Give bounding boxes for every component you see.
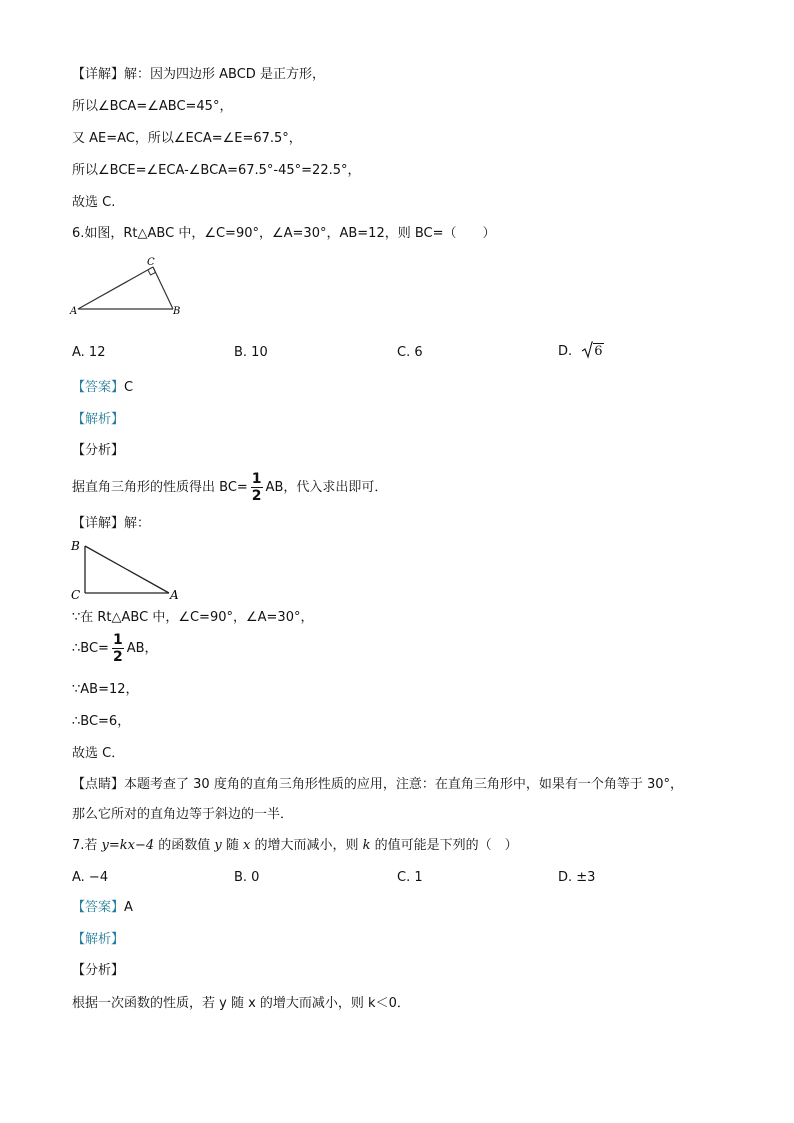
solution-step: ∵在 Rt△ABC 中，∠C=90°，∠A=30°，: [72, 610, 314, 625]
prev-step-line: 所以∠BCA=∠ABC=45°，: [72, 99, 233, 114]
question-6-figure: [68, 252, 188, 318]
option-d: [558, 341, 604, 361]
sqrt-radicand: 6: [594, 344, 603, 359]
comment-line: 那么它所对的直角边等于斜边的一半．: [72, 807, 294, 822]
analysis-tag: 【解析】: [72, 412, 125, 427]
option-d-prefix: D.: [558, 344, 573, 359]
fraction-denominator: 2: [112, 649, 123, 665]
fenxi-tag: 【分析】: [72, 963, 125, 978]
detail-text: 解：: [124, 516, 151, 531]
variable-y: y: [214, 838, 222, 853]
detail-figure: [66, 536, 186, 604]
answer-tag: 【答案】: [72, 380, 125, 395]
fraction-numerator: 1: [251, 471, 262, 487]
variable-k: k: [362, 838, 371, 853]
fraction-denominator: 2: [251, 488, 262, 504]
option-b: B. 0: [234, 870, 260, 885]
detail-tag: 【详解】: [72, 67, 125, 82]
question-suffix: 的值可能是下列的（ ）: [370, 838, 518, 853]
option-c: C. 6: [397, 345, 423, 360]
answer-value: C: [124, 380, 134, 395]
answer-line: [72, 899, 133, 917]
answer-tag: 【答案】: [72, 900, 125, 915]
sqrt-expression: [582, 341, 603, 361]
prev-choice-line: 故选 C.: [72, 195, 116, 210]
analysis-tag: 【解析】: [72, 932, 125, 947]
prev-detail-line: [72, 66, 325, 84]
vertex-label-c: C: [71, 588, 81, 602]
option-d: D. ±3: [558, 870, 596, 885]
step-text-before: ∴BC=: [72, 641, 109, 656]
prev-step-line: 所以∠BCE=∠ECA-∠BCA=67.5°-45°=22.5°，: [72, 163, 361, 178]
detail-tag: 【详解】: [72, 516, 125, 531]
solution-step: ∴BC=6，: [72, 714, 131, 729]
function-formula: y=kx−4: [101, 838, 155, 853]
option-a: A. 12: [72, 345, 106, 360]
option-c: C. 1: [397, 870, 423, 885]
vertex-label-a: A: [170, 588, 179, 602]
vertex-label-b: B: [71, 539, 80, 553]
solution-step: ∵AB=12，: [72, 682, 139, 697]
detail-line: [72, 515, 150, 533]
question-text: 随: [221, 838, 244, 853]
sqrt-sign-icon: [582, 341, 593, 359]
option-b: B. 10: [234, 345, 268, 360]
vertex-label-b: B: [173, 306, 181, 317]
fraction-numerator: 1: [112, 632, 123, 648]
answer-value: A: [124, 900, 133, 915]
comment-tag: 【点睛】: [72, 777, 125, 792]
fenxi-text-before: 据直角三角形的性质得出 BC=: [72, 480, 248, 495]
fraction-one-half: [112, 633, 124, 664]
question-prefix: 7.若: [72, 838, 102, 853]
question-6-text: 6.如图，Rt△ABC 中，∠C=90°，∠A=30°，AB=12，则 BC=（ ）: [72, 226, 496, 241]
question-text: 的增大而减小，则: [250, 838, 363, 853]
answer-line: [72, 379, 133, 397]
comment-text: 本题考查了 30 度角的直角三角形性质的应用，注意：在直角三角形中，如果有一个角等于 30°，: [124, 777, 683, 792]
solution-choice: 故选 C．: [72, 746, 125, 761]
fenxi-text: 根据一次函数的性质，若 y 随 x 的增大而减小，则 k＜0．: [72, 996, 410, 1011]
comment-line: [72, 776, 683, 794]
question-7-text: [72, 837, 518, 855]
solution-step: [72, 633, 158, 664]
step-text-after: AB，: [126, 641, 158, 656]
prev-step-line: 又 AE=AC，所以∠ECA=∠E=67.5°，: [72, 131, 302, 146]
fenxi-tag: 【分析】: [72, 443, 125, 458]
fraction-one-half: [251, 472, 263, 503]
vertex-label-a: A: [70, 306, 78, 317]
fenxi-text-after: AB，代入求出即可．: [265, 480, 388, 495]
variable-x: x: [243, 838, 251, 853]
fenxi-text: [72, 472, 387, 503]
detail-text: 解：因为四边形 ABCD 是正方形，: [124, 67, 325, 82]
question-text: 的函数值: [154, 838, 215, 853]
vertex-label-c: C: [147, 257, 155, 268]
option-a: A. −4: [72, 870, 109, 885]
